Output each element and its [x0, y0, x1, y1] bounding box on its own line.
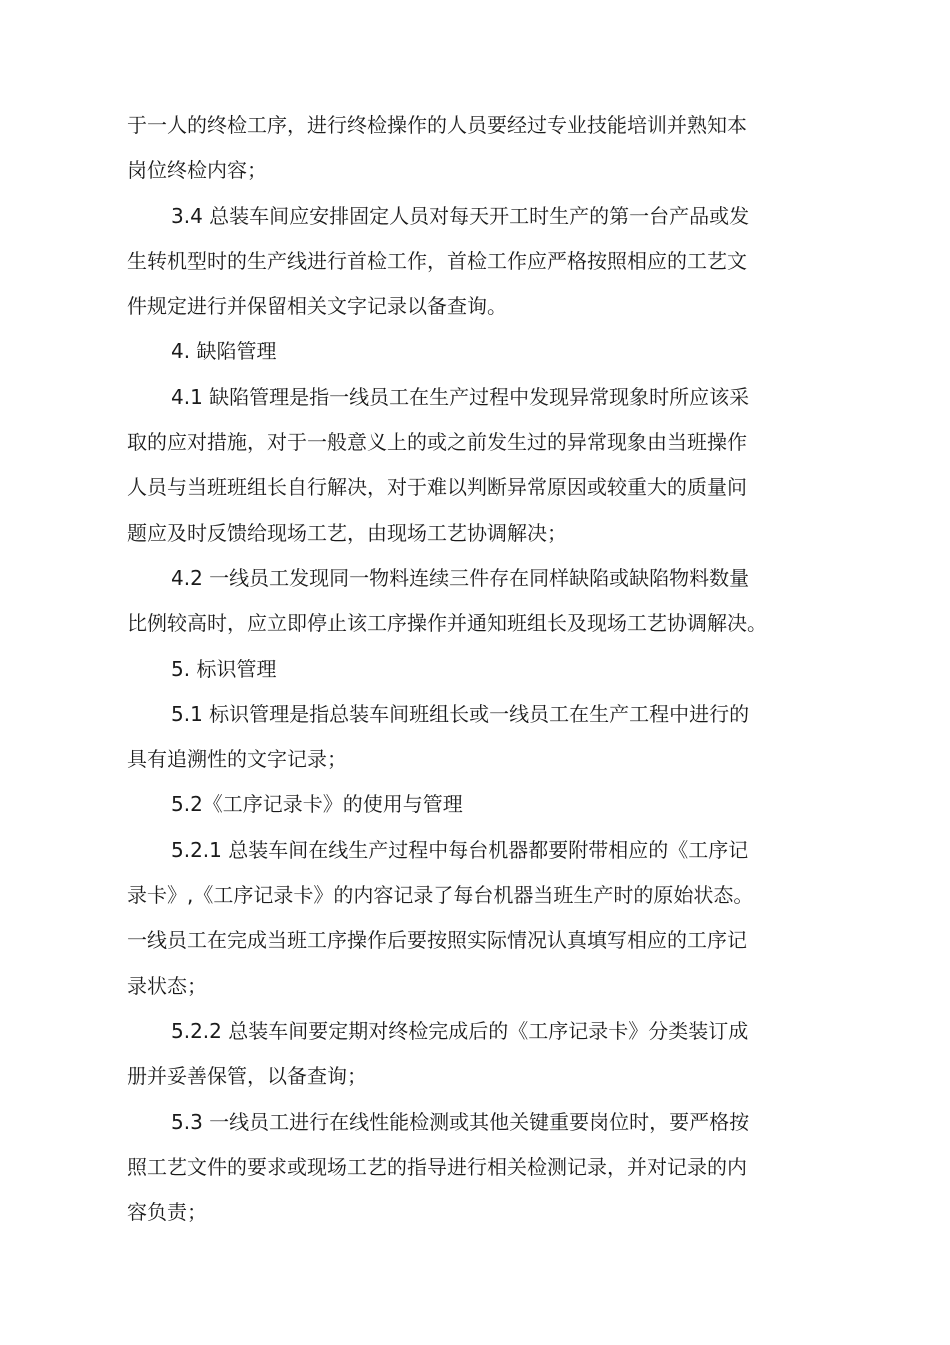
section-5-heading: 5. 标识管理: [171, 656, 277, 681]
text-line: 容负责；: [127, 1200, 207, 1225]
text-line: 录卡》,《工序记录卡》的内容记录了每台机器当班生产时的原始状态。: [127, 883, 754, 908]
section-4-1-heading-line: 4.1 缺陷管理是指一线员工在生产过程中发现异常现象时所应该采: [171, 384, 750, 409]
text-line: 比例较高时，应立即停止该工序操作并通知班组长及现场工艺协调解决。: [127, 611, 767, 636]
text-line: 取的应对措施，对于一般意义上的或之前发生过的异常现象由当班操作: [127, 430, 747, 455]
text-line: 具有追溯性的文字记录；: [127, 747, 347, 772]
text-line: 人员与当班班组长自行解决，对于难以判断异常原因或较重大的质量问: [127, 475, 747, 500]
section-3-4-heading-line: 3.4 总装车间应安排固定人员对每天开工时生产的第一台产品或发: [171, 203, 750, 228]
text-line: 件规定进行并保留相关文字记录以备查询。: [127, 294, 507, 319]
section-4-2-heading-line: 4.2 一线员工发现同一物料连续三件存在同样缺陷或缺陷物料数量: [171, 565, 750, 590]
section-5-1-heading-line: 5.1 标识管理是指总装车间班组长或一线员工在生产工程中进行的: [171, 701, 750, 726]
text-line: 于一人的终检工序，进行终检操作的人员要经过专业技能培训并熟知本: [127, 113, 747, 137]
section-5-3-heading-line: 5.3 一线员工进行在线性能检测或其他关键重要岗位时，要严格按: [171, 1109, 750, 1134]
section-4-heading: 4. 缺陷管理: [171, 339, 277, 364]
text-line: 岗位终检内容；: [127, 158, 267, 183]
section-5-2-2-heading-line: 5.2.2 总装车间要定期对终检完成后的《工序记录卡》分类装订成: [171, 1018, 749, 1043]
text-line: 题应及时反馈给现场工艺，由现场工艺协调解决；: [127, 520, 567, 545]
section-5-2-1-heading-line: 5.2.1 总装车间在线生产过程中每台机器都要附带相应的《工序记: [171, 837, 749, 862]
text-line: 册并妥善保管，以备查询；: [127, 1064, 367, 1089]
text-line: 照工艺文件的要求或现场工艺的指导进行相关检测记录，并对记录的内: [127, 1154, 747, 1179]
text-line: 生转机型时的生产线进行首检工作，首检工作应严格按照相应的工艺文: [127, 248, 747, 273]
body-text: [127, 103, 787, 1235]
section-5-2-heading: 5.2《工序记录卡》的使用与管理: [171, 792, 463, 817]
text-line: 录状态；: [127, 973, 207, 998]
text-line: 一线员工在完成当班工序操作后要按照实际情况认真填写相应的工序记: [127, 928, 747, 953]
